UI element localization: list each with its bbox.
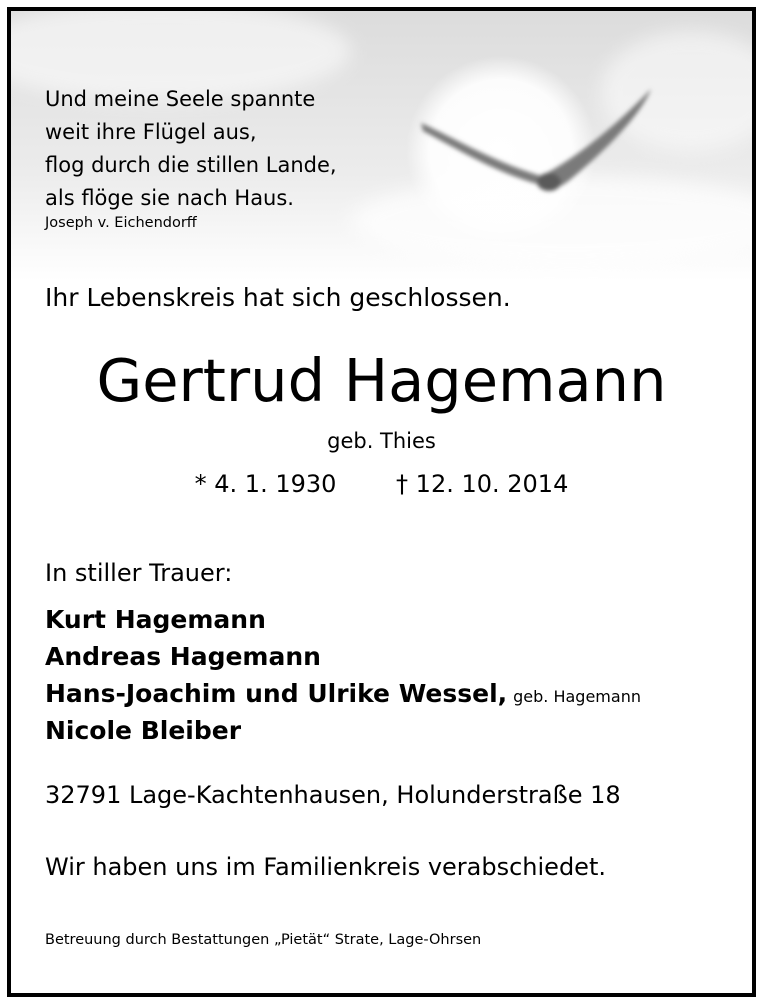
sun-glow <box>406 56 596 246</box>
family-member-name: Hans-Joachim und Ulrike Wessel, <box>45 679 508 708</box>
family-member <box>45 601 641 638</box>
birth-name: geb. Thies <box>327 429 436 453</box>
farewell-note: Wir haben uns im Familienkreis verabschiedet. <box>45 853 606 881</box>
mourning-label: In stiller Trauer: <box>45 559 233 587</box>
intro-text: Ihr Lebenskreis hat sich geschlossen. <box>45 283 511 312</box>
family-member <box>45 638 641 675</box>
obituary-notice <box>7 7 756 997</box>
poem-line: weit ihre Flügel aus, <box>45 120 257 144</box>
family-member-name: Nicole Bleiber <box>45 716 242 745</box>
death-date: † 12. 10. 2014 <box>396 470 569 498</box>
poem <box>45 83 337 215</box>
family-member-note: geb. Hagemann <box>513 687 641 706</box>
poem-line: Und meine Seele spannte <box>45 87 316 111</box>
poem-line: flog durch die stillen Lande, <box>45 153 337 177</box>
family-member <box>45 675 641 712</box>
family-list <box>45 601 641 749</box>
deceased-name: Gertrud Hagemann <box>96 346 667 415</box>
family-member-name: Kurt Hagemann <box>45 605 266 634</box>
life-dates <box>11 470 752 498</box>
address: 32791 Lage-Kachtenhausen, Holunderstraße 18 <box>45 781 621 809</box>
family-member-name: Andreas Hagemann <box>45 642 321 671</box>
family-member <box>45 712 641 749</box>
funeral-home-credit: Betreuung durch Bestattungen „Pietät“ Strate, Lage-Ohrsen <box>45 932 482 948</box>
poem-line: als flöge sie nach Haus. <box>45 186 294 210</box>
poem-author: Joseph v. Eichendorff <box>45 215 197 231</box>
birth-date: * 4. 1. 1930 <box>194 470 337 498</box>
